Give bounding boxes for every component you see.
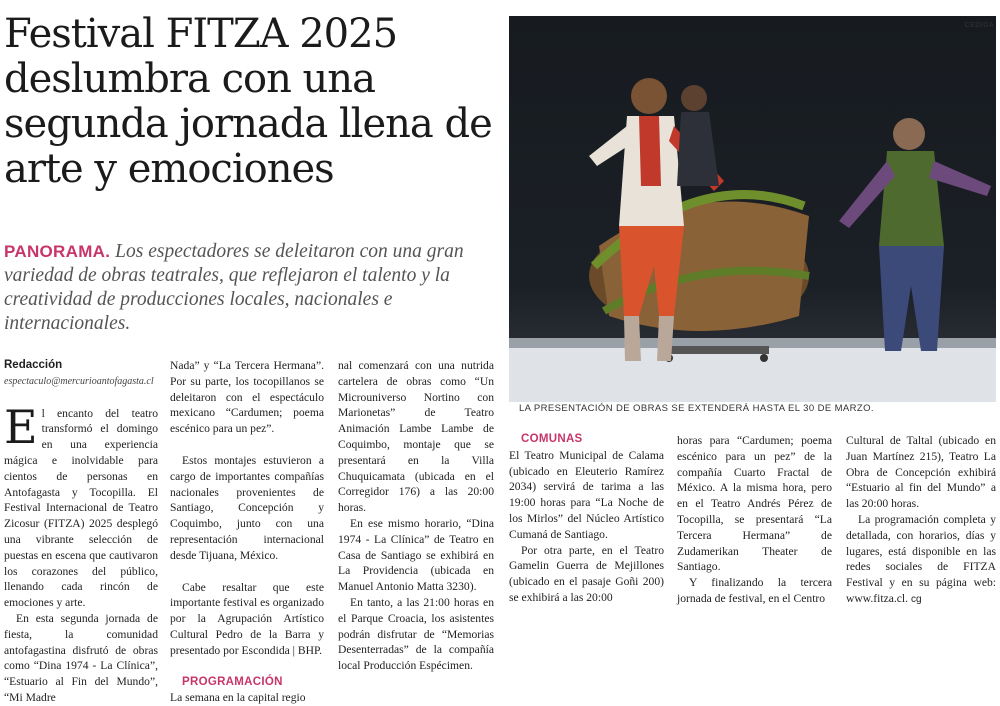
paragraph: Cabe resaltar que este importante festival es organizado por la Agrupación Artístico Cultural Pedro de la Barra y presentado por Escondida | BHP. [170,580,324,657]
article-column-6 [846,433,996,608]
closing-paragraph: La programación completa y detallada, con horarios, días y lugares, está disponible en las redes sociales de FITZA Festival y en su página web: www.fitza.cl. cg [846,512,996,605]
article-column-3 [338,358,494,674]
paragraph: En tanto, a las 21:00 horas en el Parque Croacia, los asistentes podrán disfrutar de “Memorias Desenterradas” de la compañía local Producción Espécimen. [338,595,494,673]
paragraph: horas para “Cardumen; poema escénico para un pez” de la compañía Cuarto Fractal de México. A la misma hora, pero en el Teatro Andrés Pérez de Tocopilla, se presentará “La Tercera Hermana” de Zudamerikan Theater de Santiago. [677,434,832,574]
article-column-4 [509,420,664,606]
intro-paragraph: El encanto del teatro transformó el domingo en una experiencia mágica e inolvidable para cientos de personas en Antofagasta y Tocopilla. El Festival Internacional de Teatro Zicosur (FITZA) 2025 desplegó una vibrante selección de puestas en escena que cautivaron los corazones del público, llenando cada rincón de emociones y arte. [4,399,158,610]
article-column-5 [677,433,832,607]
author-email: espectaculo@mercurioantofagasta.cl [4,375,154,387]
subhead-comunas: COMUNAS [521,433,583,445]
stage-illustration [509,16,996,402]
headline: Festival FITZA 2025 deslumbra con una segunda jornada llena de arte y emociones [4,11,492,192]
paragraph: El Teatro Municipal de Calama (ubicado en Eleuterio Ramírez 2034) servirá de tarima a las 19:00 horas para “La Noche de los Mirlos” del Núcleo Artístico Cumaná de Santiago. [509,448,664,541]
paragraph: nal comenzará con una nutrida cartelera de obras como “Un Microuniverso Nortino con Marionetas” de Teatro Animación Lambe Lambe de Coquimbo, montaje que se presentará en la Villa Chuquicamata (ubicada en el Corregidor 176) a las 20:00 horas. [338,359,494,515]
paragraph: Y finalizando la tercera jornada de festival, en el Centro [677,576,832,605]
paragraph: Por otra parte, en el Teatro Gamelin Guerra de Mejillones (ubicado en el pasaje Goñi 200) se exhibirá a las 20:00 [509,543,664,604]
paragraph: Cultural de Taltal (ubicado en Juan Martínez 215), Teatro La Obra de Concepción exhibirá “Estuario al fin del Mundo” a las 20:00 horas. [846,434,996,511]
lead-text: Los espectadores se deleitaron con una gran variedad de obras teatrales, que reflejaron el talento y la creatividad de producciones locales, nacionales e internacionales. [4,241,464,334]
paragraph: La semana en la capital regio [170,691,306,705]
photo-caption: LA PRESENTACIÓN DE OBRAS SE EXTENDERÁ HASTA EL 30 DE MARZO. [519,403,874,414]
paragraph: Nada” y “La Tercera Hermana”. Por su parte, los tocopillanos se deleitaron con el espectáculo mexicano “Cardumen; poema escénico para un pez”. [170,359,324,436]
end-mark: cg [910,593,922,605]
paragraph: En ese mismo horario, “Dina 1974 - La Clínica” de Teatro en Casa de Santiago se exhibirá en La Providencia (ubicada en Manuel Antonio Matta 3230). [338,516,494,594]
article-column-2 [170,358,324,706]
article-column-1 [4,358,158,706]
subhead-programacion: PROGRAMACIÓN [182,675,283,688]
lead-kicker: PANORAMA. [4,242,111,261]
lead-paragraph [4,240,504,336]
paragraph: Estos montajes estuvieron a cargo de importantes compañías nacionales provenientes de Santiago, Concepción y Coquimbo, junto con una representación internacional desde Tijuana, México. [170,453,324,562]
stage-photo [509,16,996,402]
drop-cap: E [4,399,38,454]
photo-credit: CEDIDA [964,22,994,29]
paragraph: En esta segunda jornada de fiesta, la comunidad antofagastina disfrutó de obras como “Dina 1974 - La Clínica”, “Estuario al Fin del Mundo”, “Mi Madre [4,611,158,704]
byline: Redacción [4,359,63,371]
